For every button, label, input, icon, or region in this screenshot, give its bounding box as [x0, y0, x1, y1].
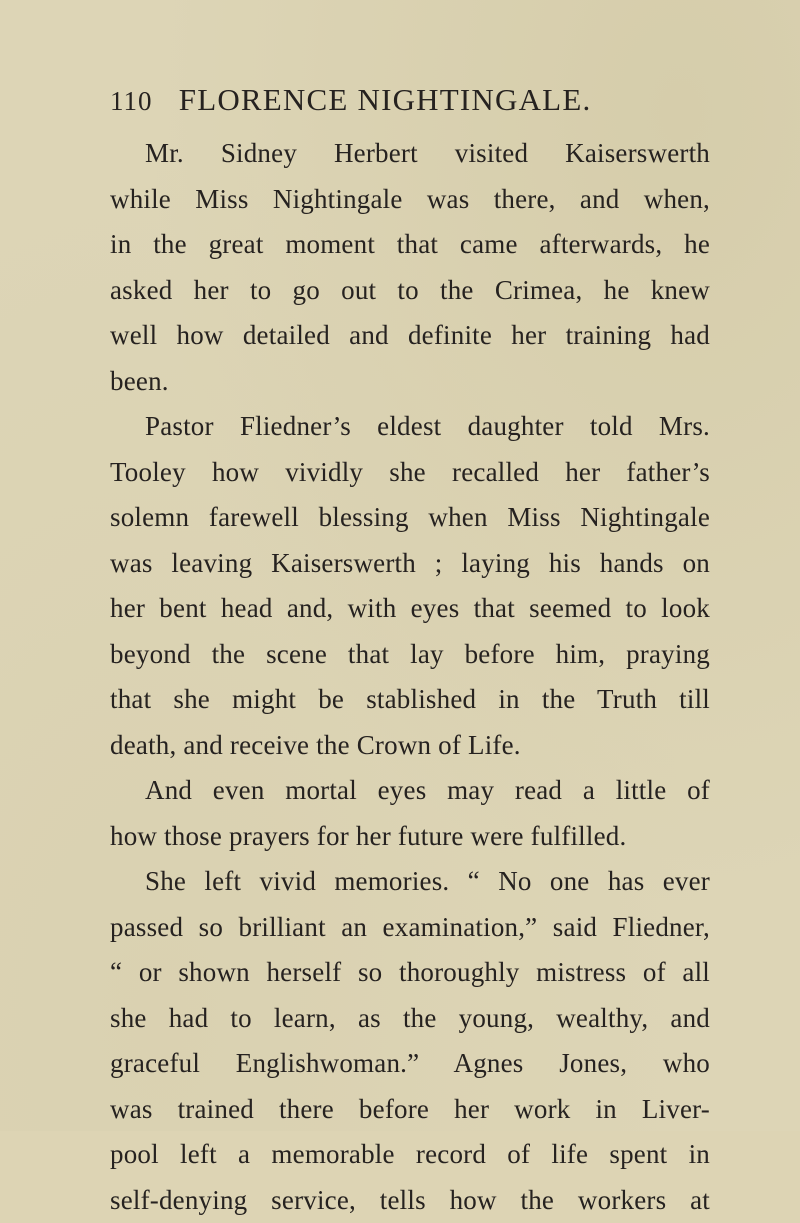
text-line: well how detailed and definite her training had: [110, 313, 710, 359]
text-line: Mr. Sidney Herbert visited Kaiserswerth: [110, 131, 710, 177]
running-head: FLORENCE NIGHTINGALE.: [179, 82, 592, 118]
text-line: graceful Englishwoman.” Agnes Jones, who: [110, 1041, 710, 1087]
text-line: her bent head and, with eyes that seemed to look: [110, 586, 710, 632]
text-line: Tooley how vividly she recalled her father’s: [110, 450, 710, 496]
text-line: death, and receive the Crown of Life.: [110, 723, 710, 769]
text-line: She left vivid memories. “ No one has ever: [110, 859, 710, 905]
text-line: And even mortal eyes may read a little of: [110, 768, 710, 814]
text-line: in the great moment that came afterwards, he: [110, 222, 710, 268]
body-text: [110, 131, 710, 1223]
text-line: passed so brilliant an examination,” said Fliedner,: [110, 905, 710, 951]
page-number: 110: [110, 86, 153, 117]
text-line: asked her to go out to the Crimea, he knew: [110, 268, 710, 314]
text-line: was leaving Kaiserswerth ; laying his hands on: [110, 541, 710, 587]
text-line: she had to learn, as the young, wealthy, and: [110, 996, 710, 1042]
text-line: pool left a memorable record of life spent in: [110, 1132, 710, 1178]
text-line: Pastor Fliedner’s eldest daughter told Mrs.: [110, 404, 710, 450]
text-line: that she might be stablished in the Truth till: [110, 677, 710, 723]
text-line: beyond the scene that lay before him, praying: [110, 632, 710, 678]
text-line: solemn farewell blessing when Miss Nightingale: [110, 495, 710, 541]
page-header: [110, 82, 710, 122]
text-line: self-denying service, tells how the workers at: [110, 1178, 710, 1223]
text-line: “ or shown herself so thoroughly mistress of all: [110, 950, 710, 996]
text-line: was trained there before her work in Liver-: [110, 1087, 710, 1133]
text-line: how those prayers for her future were fulfilled.: [110, 814, 710, 860]
text-line: while Miss Nightingale was there, and when,: [110, 177, 710, 223]
text-line: been.: [110, 359, 710, 405]
